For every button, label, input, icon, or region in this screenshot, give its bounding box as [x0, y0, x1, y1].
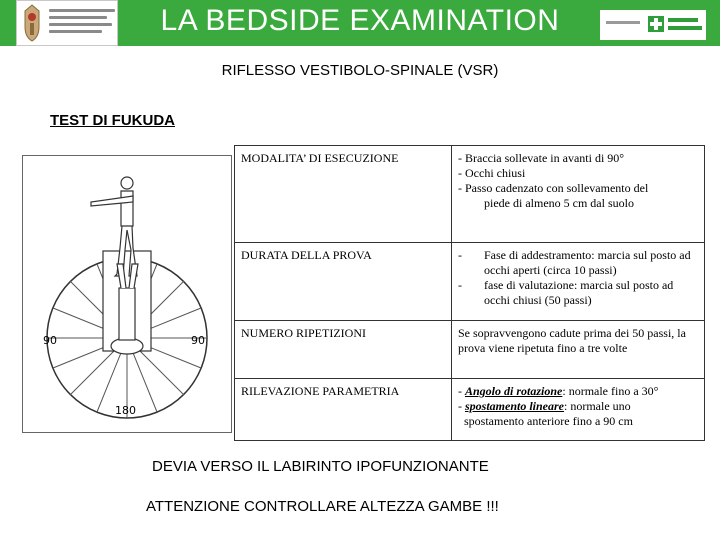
table-row [235, 243, 705, 321]
row-label: NUMERO RIPETIZIONI [235, 321, 452, 379]
value-line: piede di almeno 5 cm dal suolo [484, 196, 634, 210]
table-row [235, 379, 705, 441]
value-line: - Occhi chiusi [458, 166, 526, 180]
angle-label-bottom: 180 [115, 404, 136, 417]
value-line: - Braccia sollevate in avanti di 90° [458, 151, 625, 165]
regione-lombardia-logo [600, 10, 706, 40]
table-row [235, 321, 705, 379]
row-value [452, 243, 705, 321]
row-label: MODALITA’ DI ESECUZIONE [235, 146, 452, 243]
parameters-table [234, 145, 705, 441]
angle-label-left: 90 [43, 334, 57, 347]
row-label: DURATA DELLA PROVA [235, 243, 452, 321]
value-line: - Angolo di rotazione: normale fino a 30° [458, 384, 659, 398]
page-title: LA BEDSIDE EXAMINATION [160, 4, 560, 37]
hospital-crest-logo [16, 0, 118, 46]
subtitle: RIFLESSO VESTIBOLO-SPINALE (VSR) [221, 62, 499, 79]
value-line: - Passo cadenzato con sollevamento del [458, 181, 649, 195]
crest-icon [21, 3, 43, 43]
header-bar [0, 0, 720, 46]
warning-note: ATTENZIONE CONTROLLARE ALTEZZA GAMBE !!! [146, 498, 499, 515]
value-line: spostamento anteriore fino a 90 cm [464, 414, 633, 428]
section-title: TEST DI FUKUDA [50, 112, 175, 129]
list-item: - fase di valutazione: marcia sul posto ad occhi chiusi (50 passi) [458, 278, 674, 307]
list-item: - Fase di addestramento: marcia sul posto ad occhi aperti (circa 10 passi) [458, 248, 691, 277]
row-value [452, 379, 705, 441]
angle-label-right: 90 [191, 334, 205, 347]
value-line: - spostamento lineare: normale uno [458, 399, 631, 413]
deviation-note: DEVIA VERSO IL LABIRINTO IPOFUNZIONANTE [152, 458, 489, 475]
lombardia-rose-icon [648, 16, 664, 32]
table-row [235, 146, 705, 243]
row-label: RILEVAZIONE PARAMETRIA [235, 379, 452, 441]
fukuda-diagram [22, 155, 232, 433]
row-value [452, 146, 705, 243]
hospital-name-text [49, 9, 115, 37]
row-value: Se sopravvengono cadute prima dei 50 passi, la prova viene ripetuta fino a tre volte [452, 321, 705, 379]
fukuda-diagram-svg [23, 156, 231, 432]
